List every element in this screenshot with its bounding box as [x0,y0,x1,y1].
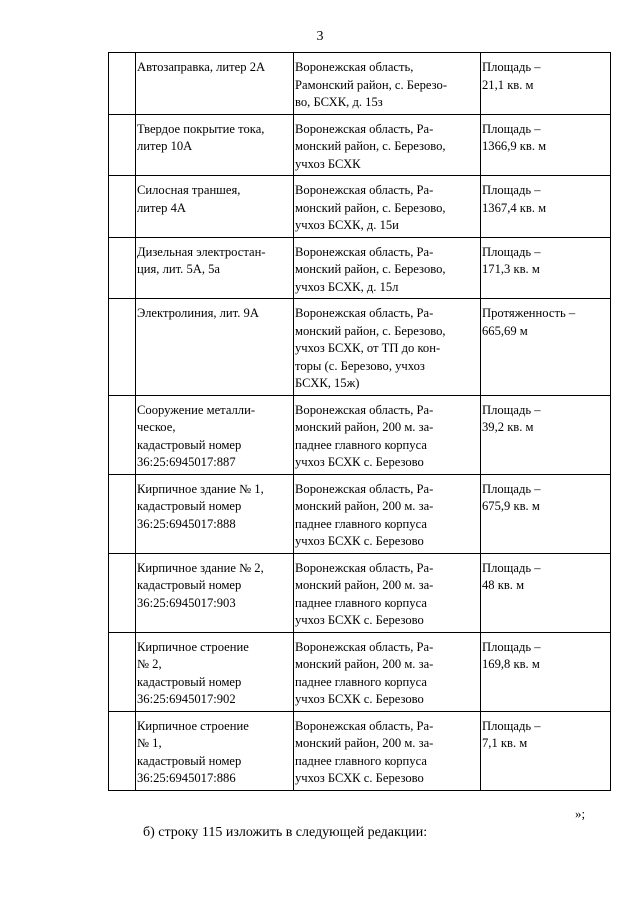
object-name-text: Электролиния, лит. 9А [137,306,259,320]
area-cell [481,114,611,176]
row-number-cell [109,299,136,396]
table-row [109,176,611,238]
area-cell [481,474,611,553]
area-text: Площадь – 169,8 кв. м [482,639,541,671]
footer-instruction: б) строку 115 изложить в следующей редакции: [143,825,428,840]
address-text: Воронежская область, Рамонский район, с. Березо- во, БСХК, д. 15з [295,60,448,109]
area-text: Площадь – 7,1 кв. м [482,718,541,750]
address-cell [294,237,481,299]
object-name-text: Кирпичное строение № 2, кадастровый номер 36:25:6945017:902 [137,639,249,706]
row-number-cell [109,395,136,474]
area-text: Площадь – 39,2 кв. м [482,402,541,434]
row-number-cell [109,474,136,553]
address-text: Воронежская область, Ра- монский район, с. Березово, учхоз БСХК, д. 15и [295,183,446,232]
address-cell [294,53,481,115]
object-name-text: Кирпичное здание № 2, кадастровый номер 36:25:6945017:903 [137,560,264,610]
area-cell [481,395,611,474]
object-name-text: Кирпичное здание № 1, кадастровый номер 36:25:6945017:888 [137,481,264,531]
address-text: Воронежская область, Ра- монский район, 200 м. за- паднее главного корпуса учхоз БСХК с. Березово [295,481,434,548]
area-cell [481,299,611,396]
object-name-cell [136,176,294,238]
object-name-cell [136,474,294,553]
closing-quote: »; [575,806,586,821]
address-text: Воронежская область, Ра- монский район, с. Березово, учхоз БСХК, от ТП до кон- торы (с. Березово, учхоз БСХК, 15ж) [295,306,446,390]
area-text: Площадь – 1367,4 кв. м [482,183,547,215]
address-cell [294,395,481,474]
object-name-cell [136,632,294,711]
area-text: Площадь – 21,1 кв. м [482,60,541,92]
object-name-cell [136,114,294,176]
table-row [109,114,611,176]
object-name-text: Автозаправка, литер 2А [137,60,266,74]
address-text: Воронежская область, Ра- монский район, 200 м. за- паднее главного корпуса учхоз БСХК с. Березово [295,560,434,627]
object-name-cell [136,53,294,115]
area-cell [481,632,611,711]
page-number: 3 [316,29,324,44]
property-table-body [109,53,611,791]
object-name-text: Силосная траншея, литер 4А [137,183,241,215]
row-number-cell [109,114,136,176]
row-number-cell [109,632,136,711]
row-number-cell [109,237,136,299]
row-number-cell [109,711,136,790]
property-table [108,52,611,791]
address-cell [294,474,481,553]
object-name-text: Дизельная электростан- ция, лит. 5А, 5а [137,244,266,276]
object-name-text: Твердое покрытие тока, литер 10А [137,121,265,153]
area-text: Протяженность – 665,69 м [482,306,576,338]
area-text: Площадь – 48 кв. м [482,560,541,592]
area-text: Площадь – 675,9 кв. м [482,481,541,513]
address-text: Воронежская область, Ра- монский район, 200 м. за- паднее главного корпуса учхоз БСХК с. Березово [295,402,434,469]
address-text: Воронежская область, Ра- монский район, с. Березово, учхоз БСХК [295,121,446,171]
row-number-cell [109,176,136,238]
object-name-cell [136,553,294,632]
address-text: Воронежская область, Ра- монский район, с. Березово, учхоз БСХК, д. 15л [295,244,446,294]
area-text: Площадь – 1366,9 кв. м [482,121,547,153]
address-text: Воронежская область, Ра- монский район, 200 м. за- паднее главного корпуса учхоз БСХК с. Березово [295,718,434,785]
table-row [109,395,611,474]
table-row [109,237,611,299]
area-cell [481,237,611,299]
area-cell [481,553,611,632]
area-cell [481,53,611,115]
table-row [109,553,611,632]
area-text: Площадь – 171,3 кв. м [482,244,541,276]
object-name-cell [136,711,294,790]
address-cell [294,632,481,711]
object-name-cell [136,237,294,299]
table-row [109,53,611,115]
row-number-cell [109,53,136,115]
object-name-cell [136,299,294,396]
address-cell [294,176,481,238]
address-cell [294,711,481,790]
address-cell [294,299,481,396]
table-row [109,711,611,790]
address-text: Воронежская область, Ра- монский район, 200 м. за- паднее главного корпуса учхоз БСХК с. Березово [295,639,434,706]
table-row [109,474,611,553]
row-number-cell [109,553,136,632]
area-cell [481,711,611,790]
table-row [109,299,611,396]
object-name-text: Кирпичное строение № 1, кадастровый номер 36:25:6945017:886 [137,718,249,785]
area-cell [481,176,611,238]
address-cell [294,553,481,632]
object-name-text: Сооружение металли- ческое, кадастровый номер 36:25:6945017:887 [137,402,256,469]
object-name-cell [136,395,294,474]
table-row [109,632,611,711]
address-cell [294,114,481,176]
